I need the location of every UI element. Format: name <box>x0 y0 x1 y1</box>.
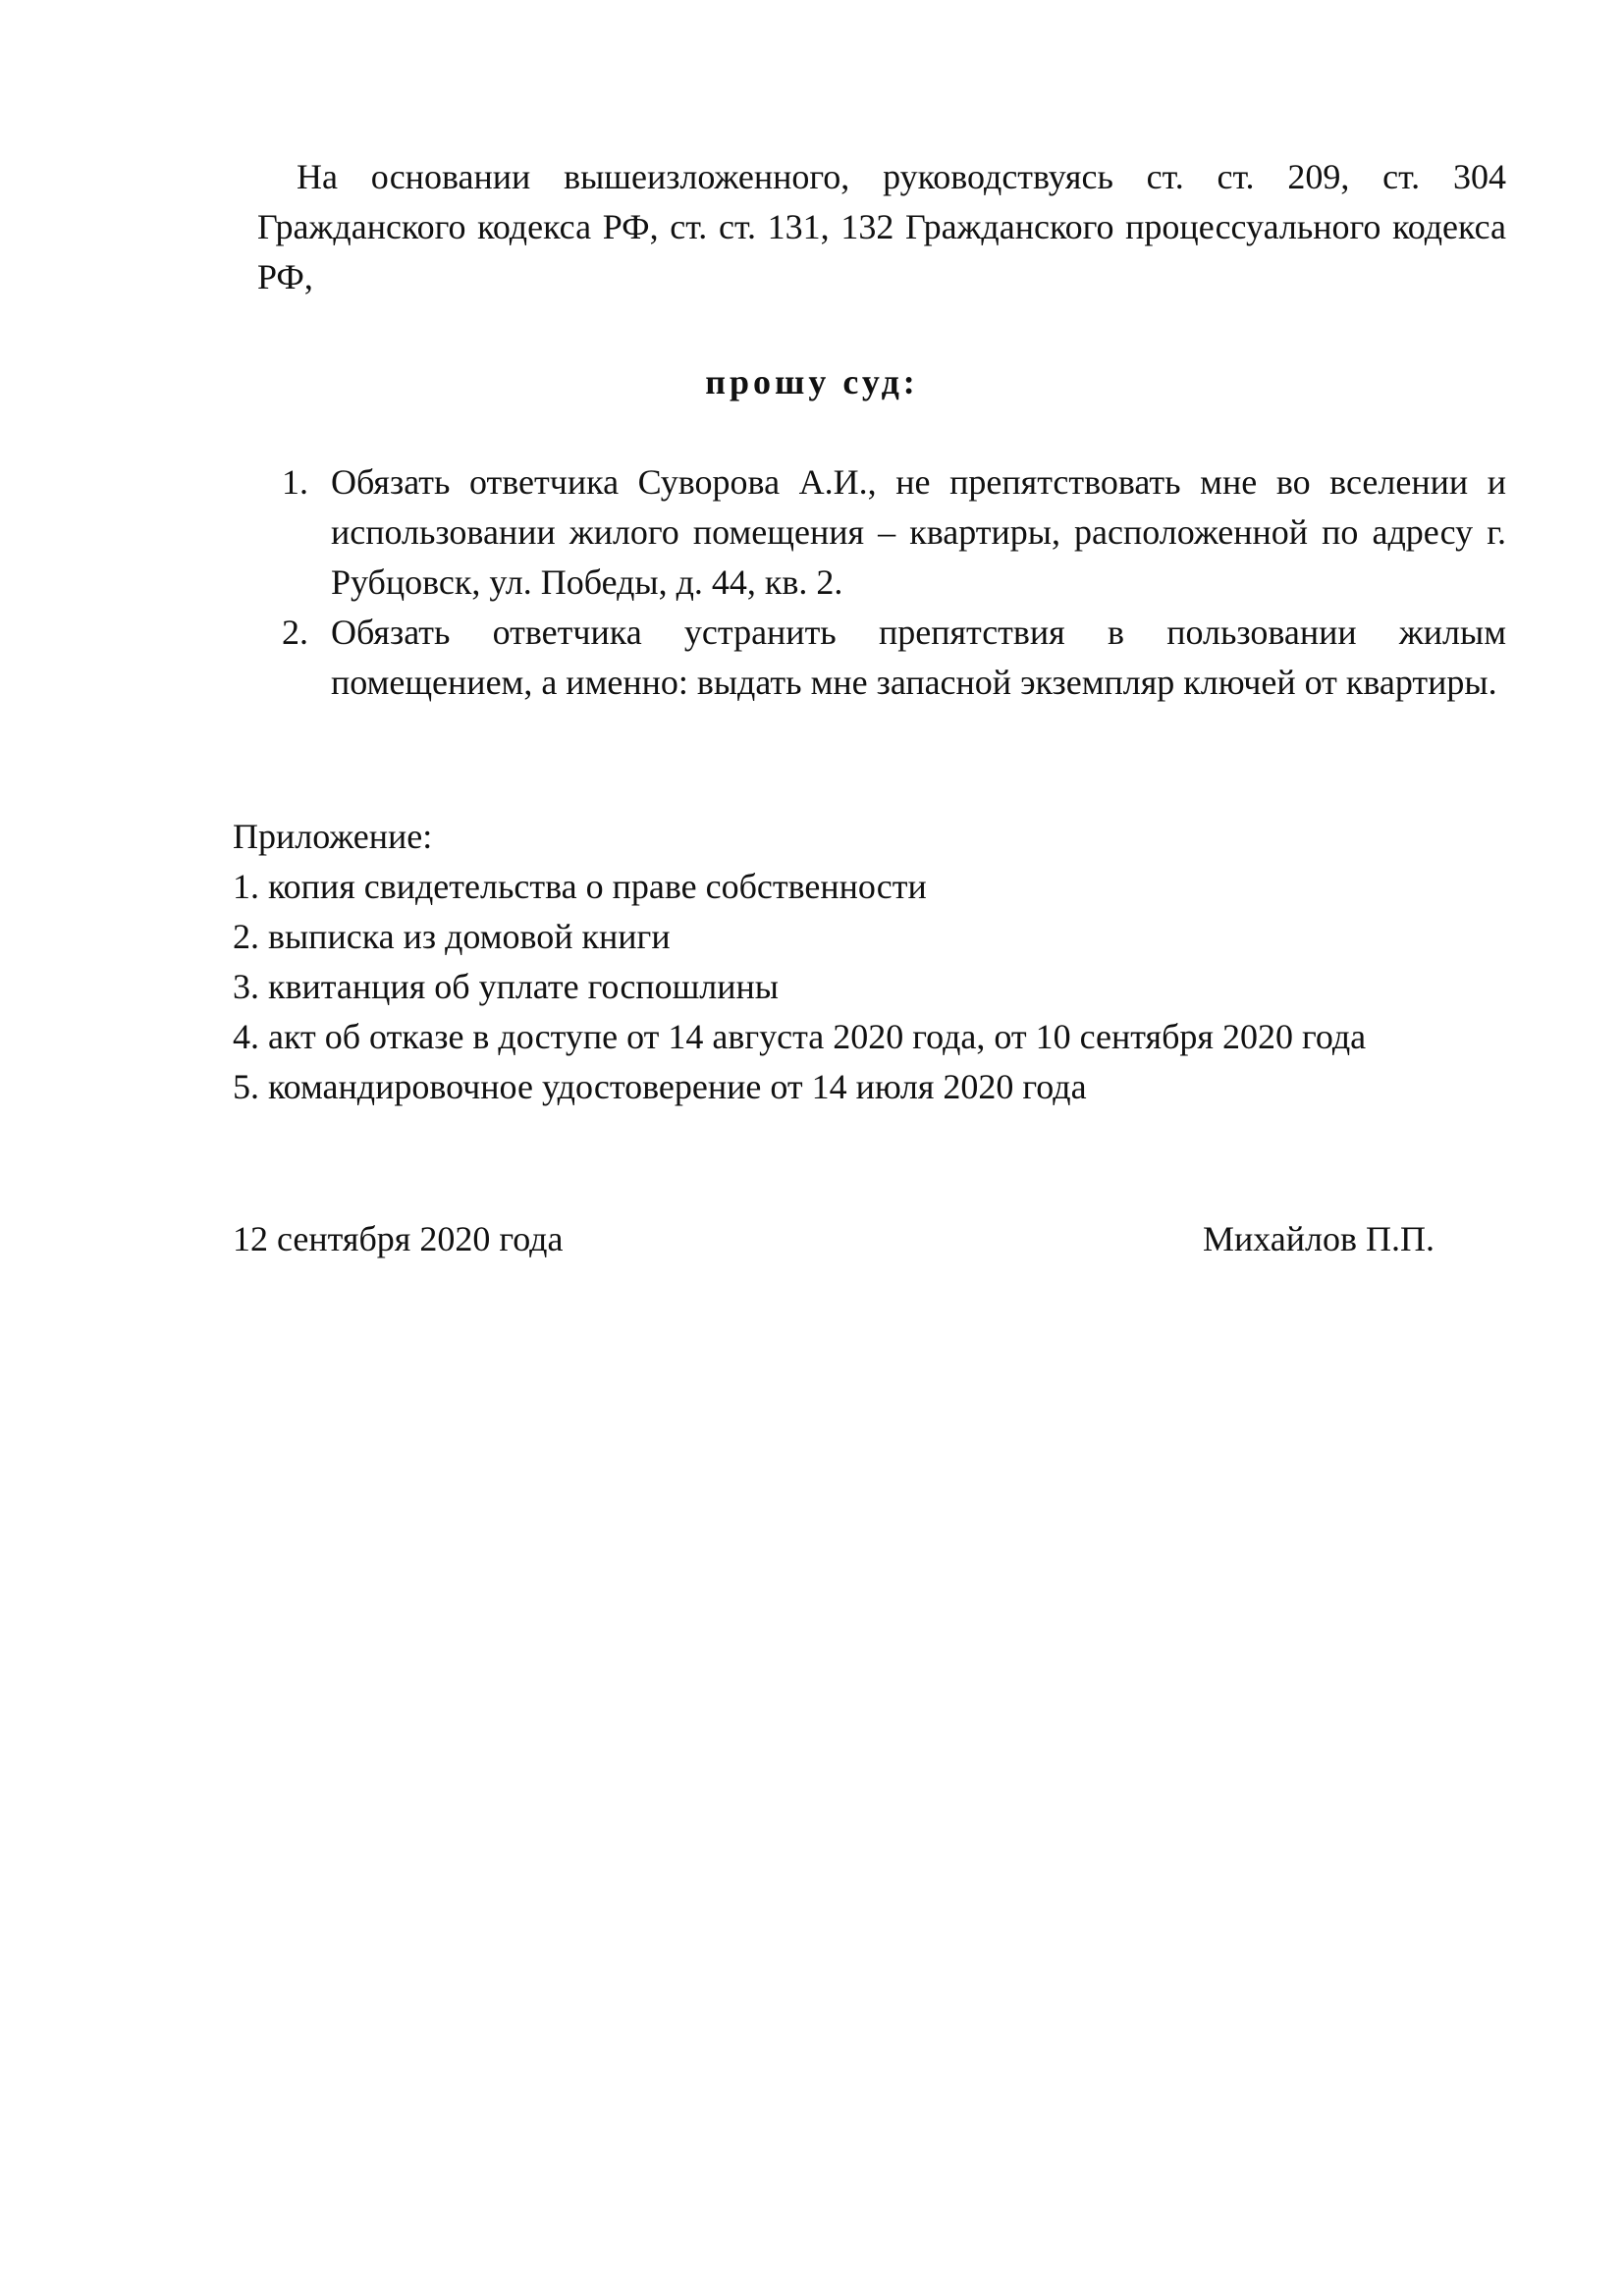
appendix-item: 3. квитанция об уплате госпошлины <box>233 967 779 1006</box>
document-date: 12 сентября 2020 года <box>233 1219 564 1258</box>
appendix-title: Приложение: <box>233 817 433 856</box>
appendix-item: 5. командировочное удостоверение от 14 июля 2020 года <box>233 1067 1087 1106</box>
request-text: Обязать ответчика устранить препятствия в пользовании жилым помещением, а именно: выдать мне запасной экземпляр ключей от квартиры. <box>331 613 1506 702</box>
signer-name: Михайлов П.П. <box>1202 1219 1435 1258</box>
request-list <box>257 457 1506 708</box>
signature-row <box>233 1214 1435 1264</box>
request-number: 1. <box>282 462 308 502</box>
appendix-item: 2. выписка из домовой книги <box>233 917 671 956</box>
request-text: Обязать ответчика Суворова А.И., не препятствовать мне во вселении и использовании жилого помещения – квартиры, расположенной по адресу г. Рубцовск, ул. Победы, д. 44, кв. 2. <box>331 462 1506 602</box>
appendix-section <box>233 812 1509 1112</box>
appendix-item: 4. акт об отказе в доступе от 14 августа 2020 года, от 10 сентября 2020 года <box>233 1017 1367 1056</box>
intro-paragraph: На основании вышеизложенного, руководствуясь ст. ст. 209, ст. 304 Гражданского кодекса РФ, ст. ст. 131, 132 Гражданского процессуального кодекса РФ, <box>257 157 1506 296</box>
request-heading: прошу суд: <box>705 362 919 401</box>
appendix-list <box>233 862 1509 1112</box>
request-item <box>257 457 1506 608</box>
request-item <box>257 608 1506 708</box>
appendix-item: 1. копия свидетельства о праве собственности <box>233 867 927 906</box>
request-number: 2. <box>282 613 308 652</box>
